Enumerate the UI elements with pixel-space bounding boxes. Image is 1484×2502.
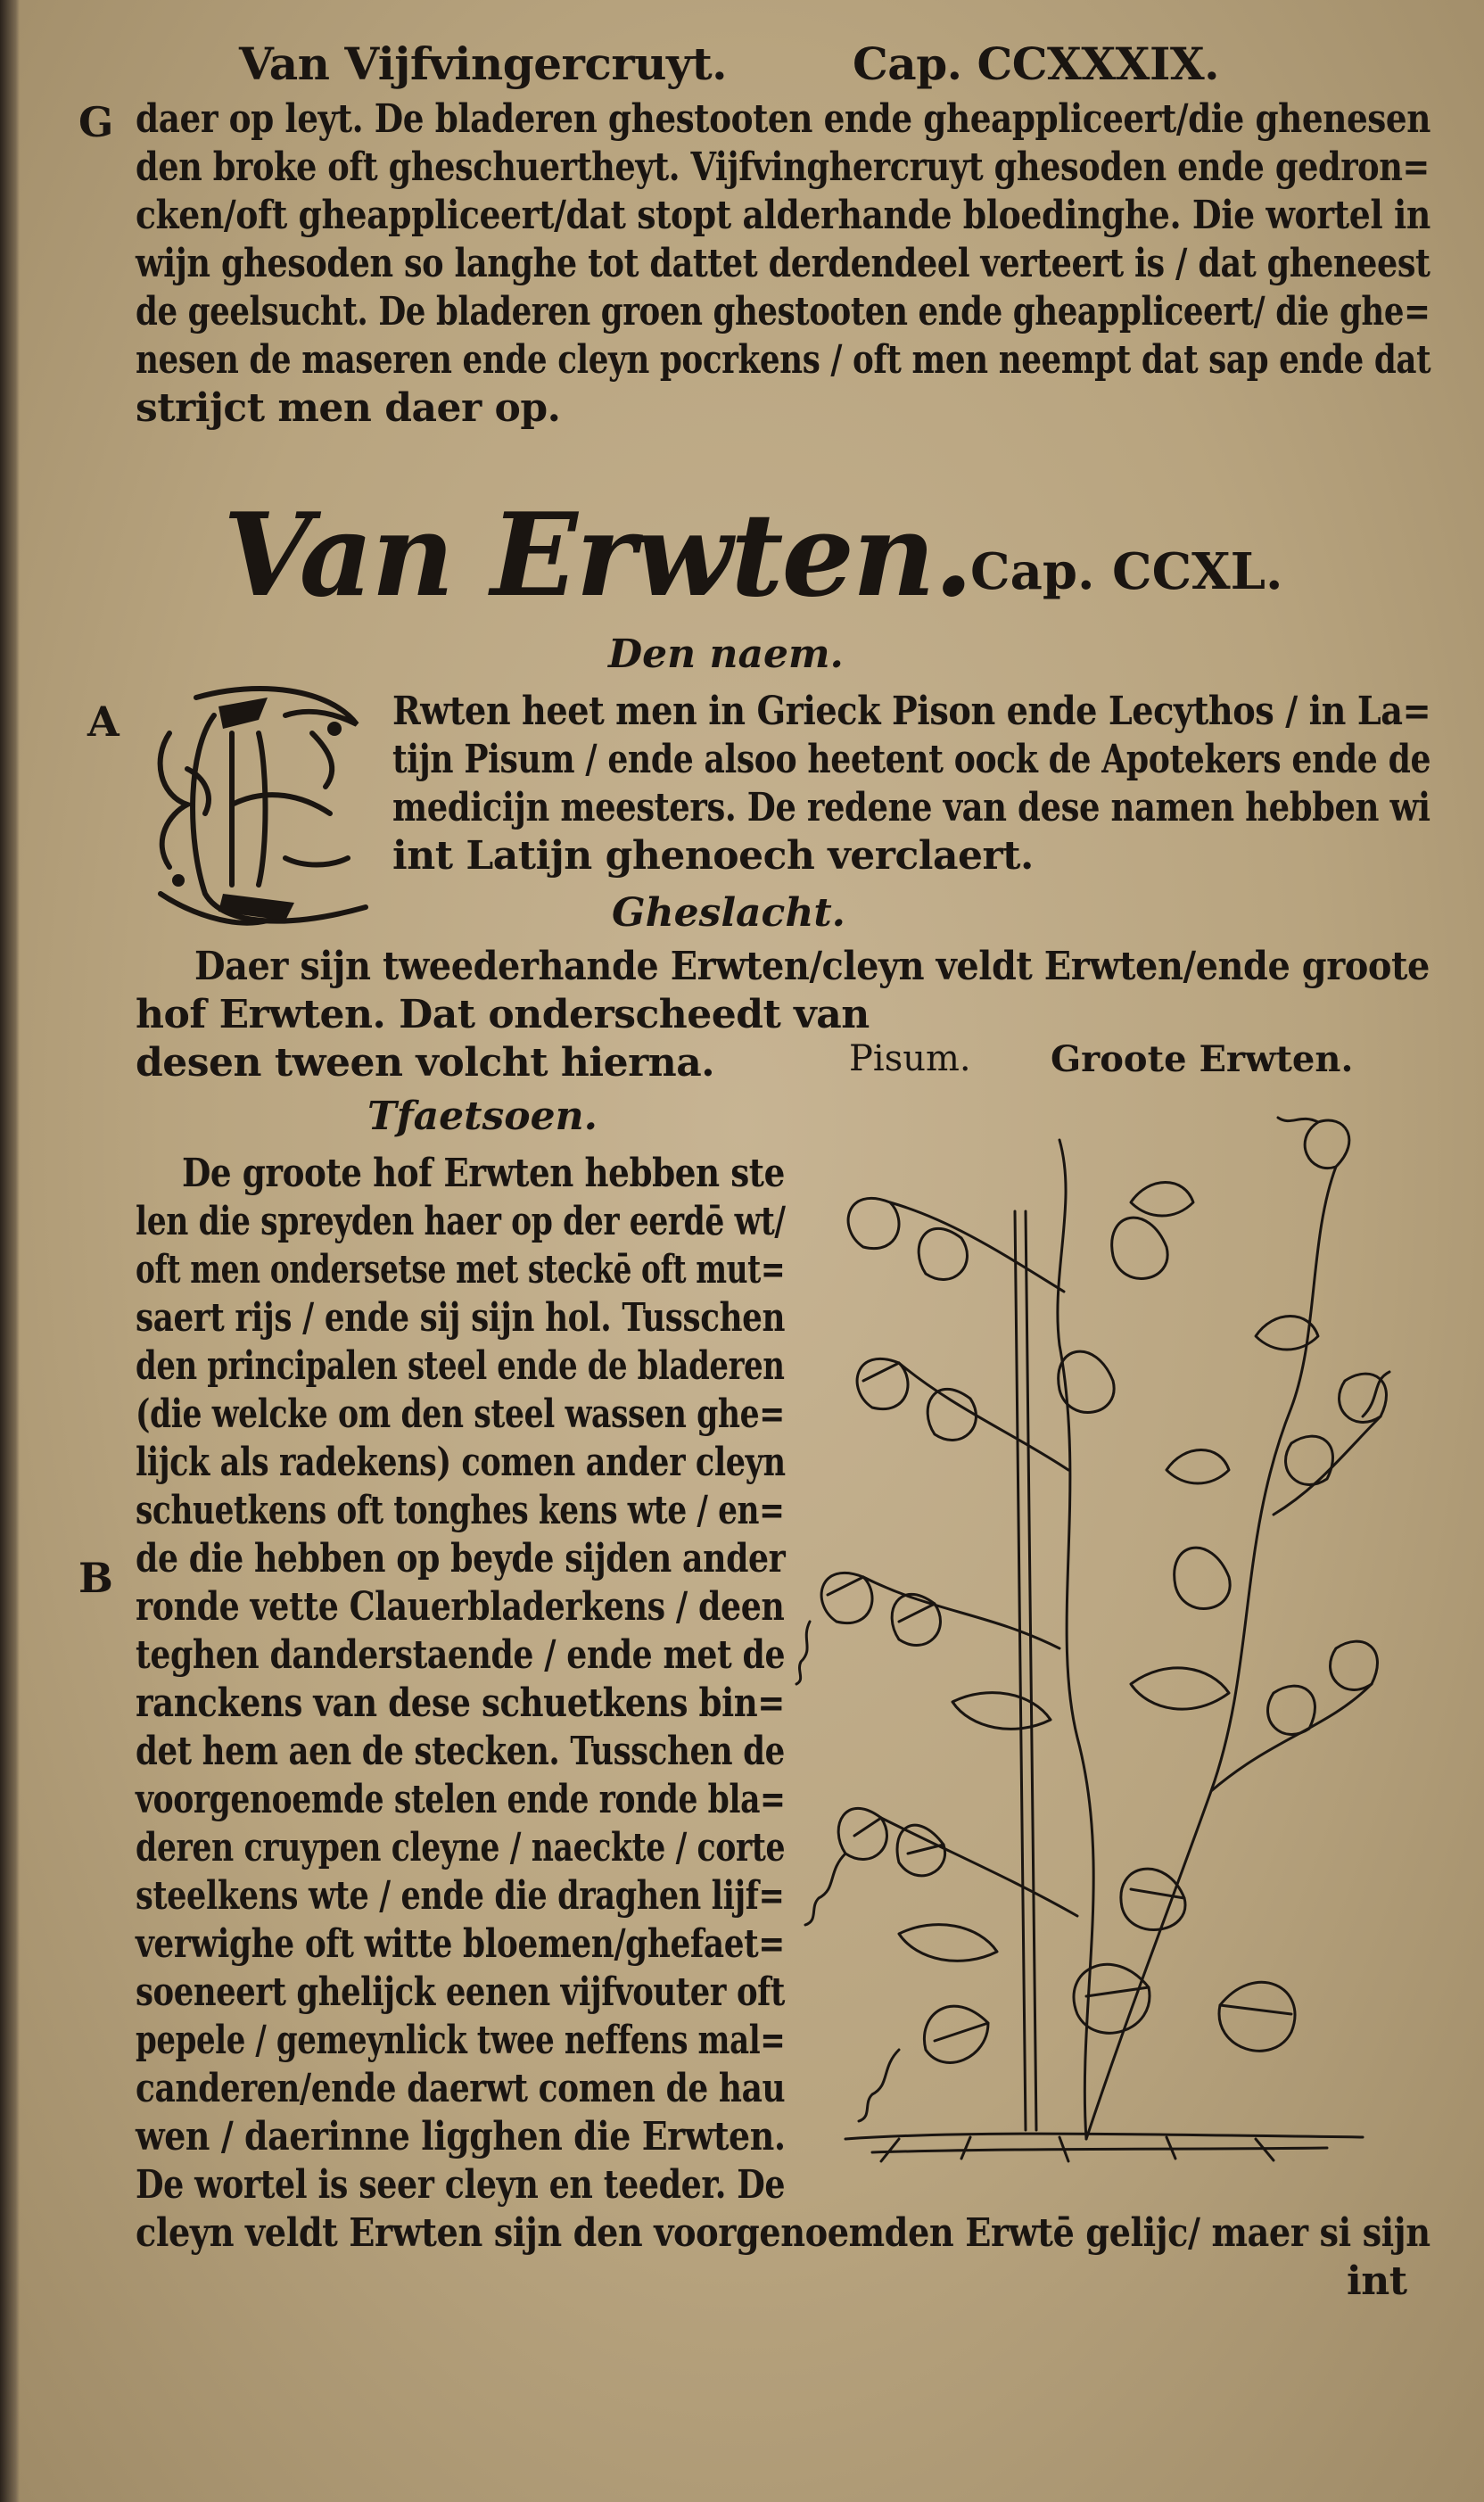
text-line: ranckens van dese schuetkens bin= bbox=[136, 1680, 785, 1726]
text-line: Rwten heet men in Grieck Pison ende Lecythos / in La= bbox=[392, 689, 1431, 734]
catchword: int bbox=[1347, 2258, 1407, 2304]
text-line: steelkens wte / ende die draghen lijf= bbox=[136, 1873, 785, 1919]
chapter-number: Cap. CCXL. bbox=[970, 542, 1283, 601]
text-line: saert rijs / ende sij sijn hol. Tusschen bbox=[136, 1295, 786, 1341]
section-heading-faetsoen: Tfaetsoen. bbox=[367, 1094, 598, 1139]
text-line: cken/oft gheappliceert/dat stopt alderhande bloedinghe. Die wortel in bbox=[136, 193, 1430, 238]
text-line: de die hebben op beyde sijden ander bbox=[136, 1536, 786, 1581]
margin-letter-b: B bbox=[78, 1554, 113, 1602]
section-heading-naem: Den naem. bbox=[608, 632, 844, 677]
margin-letter-a: A bbox=[87, 698, 120, 746]
text-line: medicijn meesters. De redene van dese namen hebben wi bbox=[392, 785, 1430, 830]
figure-caption-dutch: Groote Erwten. bbox=[1051, 1038, 1354, 1080]
text-line: int Latijn ghenoech verclaert. bbox=[392, 833, 1034, 879]
text-line: teghen danderstaende / ende met de bbox=[136, 1632, 786, 1678]
text-line: wijn ghesoden so langhe tot dattet derdendeel verteert is / dat gheneest bbox=[136, 241, 1430, 286]
text-line: voorgenoemde stelen ende ronde bla= bbox=[136, 1777, 786, 1822]
text-line: daer op leyt. De bladeren ghestooten ende gheappliceert/die ghenesen bbox=[136, 96, 1430, 142]
text-line: len die spreyden haer op der eerdē wt/ bbox=[136, 1199, 786, 1244]
running-title: Van Vijfvingercruyt. bbox=[239, 37, 728, 90]
text-line: de geelsucht. De bladeren groen ghestooten ende gheappliceert/ die ghe= bbox=[136, 289, 1430, 334]
figure-caption-latin: Pisum. bbox=[849, 1038, 971, 1079]
text-line: deren cruypen cleyne / naeckte / corte bbox=[136, 1825, 786, 1870]
text-line: lijck als radekens) comen ander cleyn bbox=[136, 1440, 786, 1485]
text-line: desen tween volcht hierna. bbox=[136, 1040, 715, 1086]
text-line: schuetkens oft tonghes kens wte / en= bbox=[136, 1488, 785, 1533]
text-line: hof Erwten. Dat onderscheedt van bbox=[136, 992, 870, 1037]
text-line: strijct men daer op. bbox=[136, 385, 561, 431]
text-line: Daer sijn tweederhande Erwten/cleyn veldt Erwten/ende groote bbox=[194, 944, 1430, 989]
text-line: (die welcke om den steel wassen ghe= bbox=[136, 1391, 785, 1437]
chapter-header: Cap. CCXXXIX. bbox=[853, 37, 1220, 90]
text-line: oft men ondersetse met steckē oft mut= bbox=[136, 1247, 786, 1292]
text-line: De groote hof Erwten hebben ste bbox=[182, 1151, 785, 1196]
text-line: verwighe oft witte bloemen/ghefaet= bbox=[136, 1921, 785, 1967]
page-gutter-shadow bbox=[0, 0, 20, 2502]
text-line: cleyn veldt Erwten sijn den voorgenoemden Erwtē gelijc/ maer si sijn bbox=[136, 2210, 1430, 2256]
text-line: soeneert ghelijck eenen vijfvouter oft bbox=[136, 1969, 785, 2015]
pea-plant-woodcut-illustration bbox=[792, 1113, 1400, 2192]
text-line: nesen de maseren ende cleyn pocrkens / oft men neempt dat sap ende dat bbox=[136, 337, 1431, 383]
text-line: pepele / gemeynlick twee neffens mal= bbox=[136, 2018, 786, 2063]
text-line: wen / daerinne ligghen die Erwten. bbox=[136, 2114, 786, 2159]
text-line: den principalen steel ende de bladeren bbox=[136, 1343, 785, 1389]
text-line: ronde vette Clauerbladerkens / deen bbox=[136, 1584, 785, 1630]
text-line: tijn Pisum / ende alsoo heetent oock de Apotekers ende de bbox=[392, 737, 1431, 782]
margin-letter-g: G bbox=[78, 98, 114, 146]
text-line: den broke oft gheschuertheyt. Vijfvinghercruyt ghesoden ende gedron= bbox=[136, 145, 1430, 190]
text-line: det hem aen de stecken. Tusschen de bbox=[136, 1729, 785, 1774]
chapter-title: Van Erwten. bbox=[223, 489, 972, 623]
text-line: De wortel is seer cleyn en teeder. De bbox=[136, 2162, 786, 2208]
text-line: canderen/ende daerwt comen de hau bbox=[136, 2066, 786, 2111]
section-heading-gheslacht: Gheslacht. bbox=[612, 890, 845, 936]
decorated-initial-e-icon bbox=[134, 680, 392, 938]
